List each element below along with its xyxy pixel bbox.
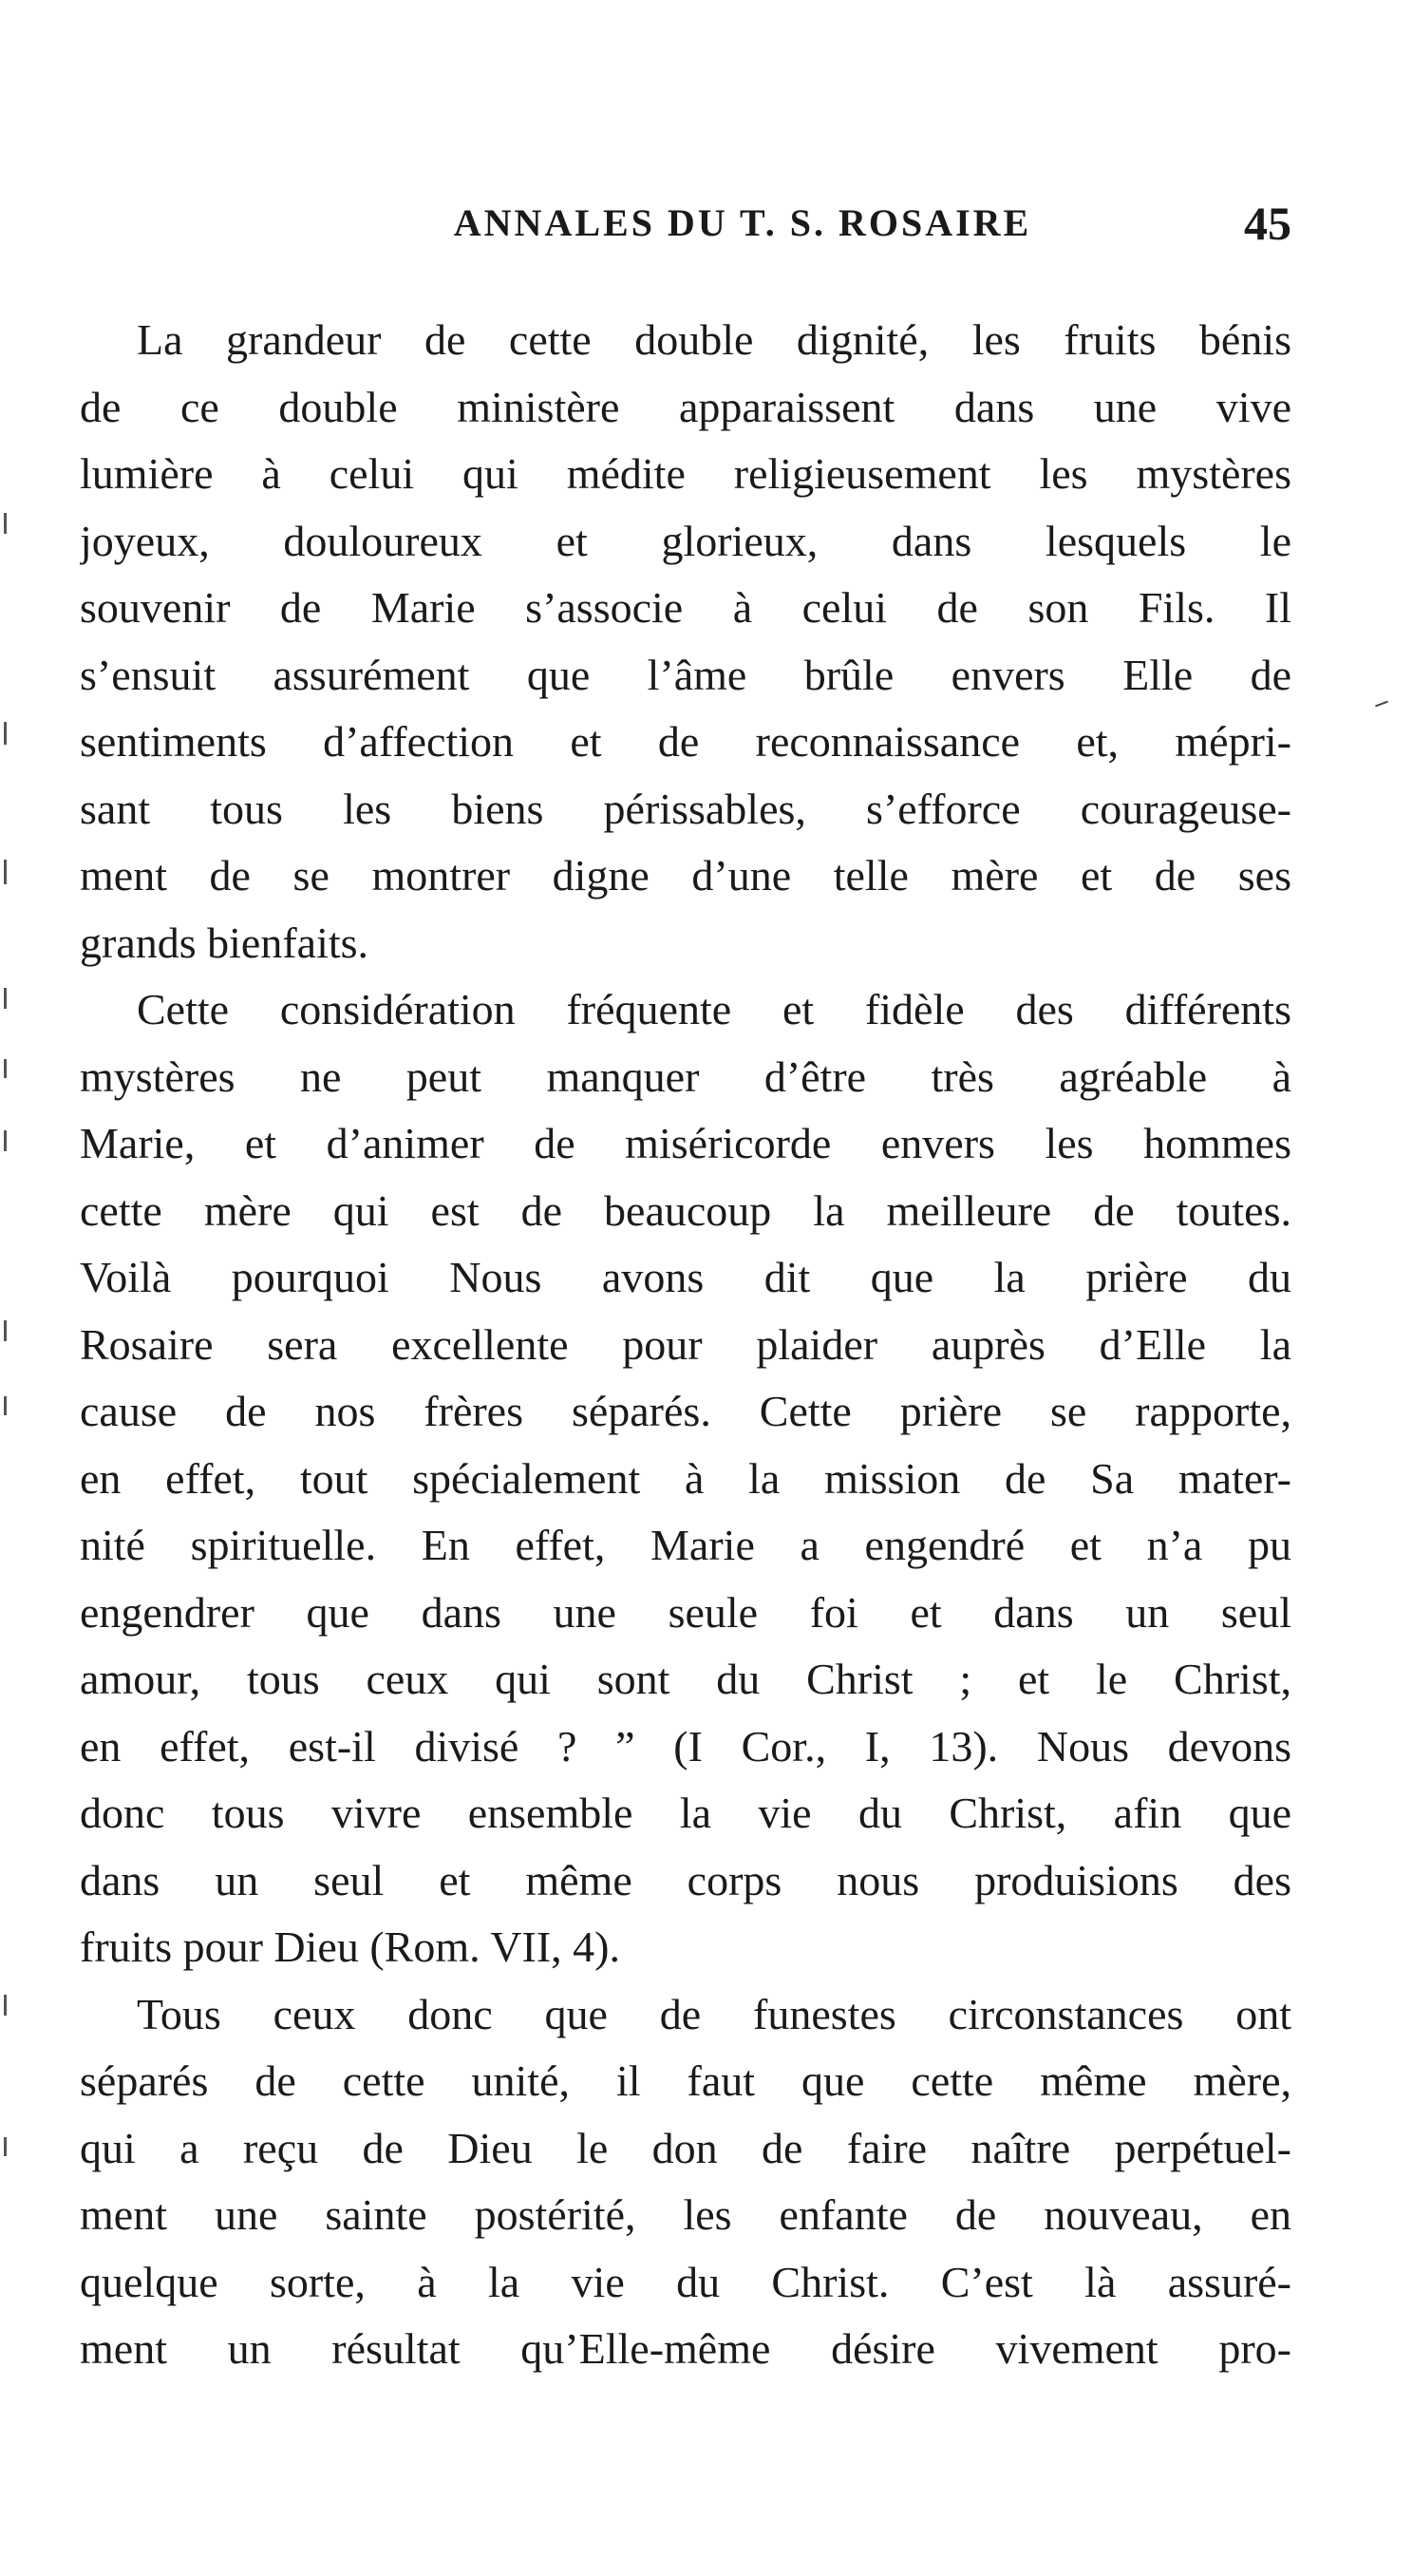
text-line: quelque sorte, à la vie du Christ. C’est là assuré- [80, 2257, 1291, 2306]
margin-mark [4, 860, 7, 884]
text-line: donc tous vivre ensemble la vie du Christ, afin que [80, 1789, 1291, 1837]
paragraph-3 [80, 1981, 1291, 2383]
text-line: de ce double ministère apparaissent dans une vive [80, 382, 1291, 431]
text-line: ment un résultat qu’Elle-même désire vivement pro- [80, 2324, 1291, 2373]
text-line: qui a reçu de Dieu le don de faire naître perpétuel- [80, 2123, 1291, 2172]
text-line: cause de nos frères séparés. Cette prière se rapporte, [80, 1387, 1291, 1435]
text-line: ment une sainte postérité, les enfante de nouveau, en [80, 2190, 1291, 2239]
text-line: lumière à celui qui médite religieusement les mystères [80, 449, 1291, 498]
text-line: cette mère qui est de beaucoup la meilleure de toutes. [80, 1185, 1291, 1235]
text-line: souvenir de Marie s’associe à celui de son Fils. Il [80, 583, 1291, 632]
margin-mark [1375, 701, 1388, 708]
text-line: en effet, tout spécialement à la mission de Sa mater- [80, 1453, 1291, 1503]
text-line: Cette considération fréquente et fidèle des différents [137, 985, 1291, 1033]
text-line: engendrer que dans une seule foi et dans un seul [80, 1587, 1291, 1637]
margin-mark [4, 1130, 7, 1151]
text-line: Voilà pourquoi Nous avons dit que la prière du [80, 1253, 1291, 1301]
text-line: s’ensuit assurément que l’âme brûle envers Elle de [80, 650, 1291, 699]
page-number: 45 [1244, 197, 1291, 250]
text-line: Marie, et d’animer de miséricorde envers les hommes [80, 1119, 1291, 1167]
margin-mark [4, 2137, 7, 2156]
text-line: grands bienfaits. [80, 918, 369, 967]
text-line: Rosaire sera excellente pour plaider auprès d’Elle la [80, 1319, 1291, 1369]
text-line: La grandeur de cette double dignité, les fruits bénis [137, 315, 1291, 364]
text-line: amour, tous ceux qui sont du Christ ; et le Christ, [80, 1655, 1291, 1703]
text-line: Tous ceux donc que de funestes circonstances ont [137, 1989, 1291, 2038]
running-header [80, 190, 1291, 256]
margin-mark [4, 1320, 7, 1341]
text-line: fruits pour Dieu (Rom. VII, 4). [80, 1923, 620, 1971]
margin-mark [4, 1995, 7, 2016]
text-line: séparés de cette unité, il faut que cette même mère, [80, 2056, 1291, 2105]
left-margin-marks [0, 0, 19, 2576]
text-line: sentiments d’affection et de reconnaissance et, mépri- [80, 717, 1291, 766]
paragraph-2 [80, 976, 1291, 1981]
text-line: nité spirituelle. En effet, Marie a engendré et n’a pu [80, 1521, 1291, 1569]
margin-mark [4, 1396, 7, 1415]
text-line: mystères ne peut manquer d’être très agréable à [80, 1051, 1291, 1101]
margin-mark [4, 513, 7, 534]
running-title: ANNALES DU T. S. ROSAIRE [453, 201, 1032, 244]
text-line: sant tous les biens périssables, s’efforce courageuse- [80, 784, 1291, 833]
text-line: en effet, est-il divisé ? ” (I Cor., I, 13). Nous devons [80, 1721, 1291, 1771]
margin-mark [4, 1059, 7, 1078]
paragraph-1 [80, 307, 1291, 976]
margin-mark [4, 722, 7, 745]
text-line: joyeux, douloureux et glorieux, dans lesquels le [80, 516, 1291, 565]
margin-mark [4, 988, 7, 1009]
text-line: dans un seul et même corps nous produisions des [80, 1855, 1291, 1904]
body-text [80, 307, 1291, 2383]
text-line: ment de se montrer digne d’une telle mère et de ses [80, 851, 1291, 900]
